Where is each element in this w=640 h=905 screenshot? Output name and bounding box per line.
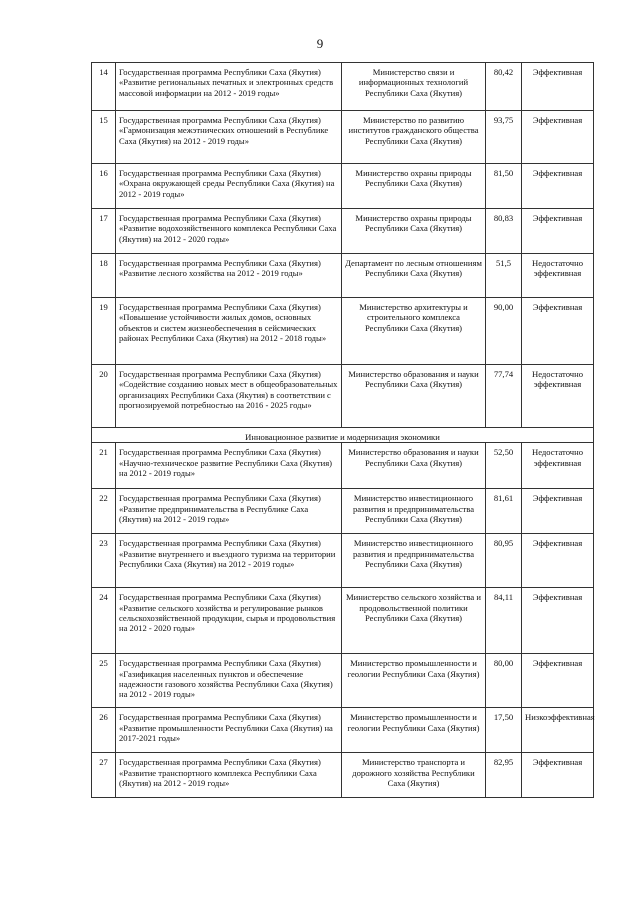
program-name: Государственная программа Республики Саха (Якутия) «Повышение устойчивости жилых домов, основных объектов и систем жизнеобеспечения в сейсмических районах Республики Саха (Якутия) на 2012 - 2018 годы» — [116, 298, 342, 365]
responsible-ministry: Министерство по развитию институтов гражданского общества Республики Саха (Якутия) — [342, 111, 486, 164]
section-row — [92, 428, 594, 443]
program-name: Государственная программа Республики Саха (Якутия) «Развитие лесного хозяйства на 2012 - 2019 годы» — [116, 254, 342, 298]
program-name: Государственная программа Республики Саха (Якутия) «Научно-техническое развитие Республики Саха (Якутия) на 2012 - 2019 годы» — [116, 443, 342, 489]
efficiency-score: 82,95 — [486, 753, 522, 798]
efficiency-evaluation: Эффективная — [522, 753, 594, 798]
efficiency-score: 77,74 — [486, 365, 522, 428]
efficiency-score: 93,75 — [486, 111, 522, 164]
section-title: Инновационное развитие и модернизация экономики — [92, 428, 594, 443]
table-row — [92, 298, 594, 365]
program-name: Государственная программа Республики Саха (Якутия) «Развитие водохозяйственного комплекса Республики Саха (Якутия) на 2012 - 2020 годы» — [116, 209, 342, 254]
efficiency-score: 52,50 — [486, 443, 522, 489]
table-body-after-section — [92, 443, 594, 798]
efficiency-score: 81,61 — [486, 489, 522, 534]
row-number: 17 — [92, 209, 116, 254]
row-number: 26 — [92, 708, 116, 753]
responsible-ministry: Министерство инвестиционного развития и предпринимательства Республики Саха (Якутия) — [342, 489, 486, 534]
row-number: 18 — [92, 254, 116, 298]
responsible-ministry: Министерство охраны природы Республики Саха (Якутия) — [342, 209, 486, 254]
efficiency-score: 84,11 — [486, 588, 522, 654]
efficiency-evaluation: Эффективная — [522, 111, 594, 164]
table-body-before-section — [92, 63, 594, 428]
responsible-ministry: Министерство промышленности и геологии Республики Саха (Якутия) — [342, 708, 486, 753]
efficiency-evaluation: Недостаточно эффективная — [522, 254, 594, 298]
table-row — [92, 209, 594, 254]
efficiency-score: 80,42 — [486, 63, 522, 111]
table-row — [92, 654, 594, 708]
program-name: Государственная программа Республики Саха (Якутия) «Развитие региональных печатных и электронных средств массовой информации на 2012 - 2019 годы» — [116, 63, 342, 111]
efficiency-score: 90,00 — [486, 298, 522, 365]
efficiency-evaluation: Эффективная — [522, 588, 594, 654]
programs-evaluation-table — [91, 62, 594, 798]
table-row — [92, 708, 594, 753]
row-number: 21 — [92, 443, 116, 489]
table-row — [92, 164, 594, 209]
program-name: Государственная программа Республики Саха (Якутия) «Газификация населенных пунктов и обеспечение надежности газового хозяйства Республики Саха (Якутия) на 2012 - 2019 годы» — [116, 654, 342, 708]
responsible-ministry: Министерство связи и информационных технологий Республики Саха (Якутия) — [342, 63, 486, 111]
row-number: 20 — [92, 365, 116, 428]
efficiency-evaluation: Эффективная — [522, 164, 594, 209]
efficiency-evaluation: Низкоэффективная — [522, 708, 594, 753]
row-number: 19 — [92, 298, 116, 365]
row-number: 14 — [92, 63, 116, 111]
responsible-ministry: Департамент по лесным отношениям Республики Саха (Якутия) — [342, 254, 486, 298]
row-number: 24 — [92, 588, 116, 654]
table-row — [92, 63, 594, 111]
program-name: Государственная программа Республики Саха (Якутия) «Содействие созданию новых мест в общеобразовательных организациях Республики Саха (Якутия) в соответствии с прогнозируемой потребностью на 2016 - 2025 годы» — [116, 365, 342, 428]
responsible-ministry: Министерство образования и науки Республики Саха (Якутия) — [342, 365, 486, 428]
efficiency-score: 80,00 — [486, 654, 522, 708]
efficiency-score: 80,95 — [486, 534, 522, 588]
efficiency-evaluation: Эффективная — [522, 654, 594, 708]
row-number: 27 — [92, 753, 116, 798]
responsible-ministry: Министерство промышленности и геологии Республики Саха (Якутия) — [342, 654, 486, 708]
responsible-ministry: Министерство сельского хозяйства и продовольственной политики Республики Саха (Якутия) — [342, 588, 486, 654]
program-name: Государственная программа Республики Саха (Якутия) «Развитие внутреннего и въездного туризма на территории Республики Саха (Якутия) на 2012 - 2019 годы» — [116, 534, 342, 588]
table-row — [92, 588, 594, 654]
table-section — [92, 428, 594, 443]
program-name: Государственная программа Республики Саха (Якутия) «Развитие промышленности Республики Саха (Якутия) на 2017-2021 годы» — [116, 708, 342, 753]
table-row — [92, 111, 594, 164]
row-number: 16 — [92, 164, 116, 209]
responsible-ministry: Министерство охраны природы Республики Саха (Якутия) — [342, 164, 486, 209]
table-row — [92, 254, 594, 298]
program-name: Государственная программа Республики Саха (Якутия) «Развитие сельского хозяйства и регулирование рынков сельскохозяйственной продукции, сырья и продовольствия на 2012 - 2020 годы» — [116, 588, 342, 654]
responsible-ministry: Министерство архитектуры и строительного комплекса Республики Саха (Якутия) — [342, 298, 486, 365]
table-row — [92, 534, 594, 588]
program-name: Государственная программа Республики Саха (Якутия) «Охрана окружающей среды Республики Саха (Якутия) на 2012 - 2019 годы» — [116, 164, 342, 209]
program-name: Государственная программа Республики Саха (Якутия) «Гармонизация межэтнических отношений в Республике Саха (Якутия) на 2012 - 2019 годы» — [116, 111, 342, 164]
row-number: 23 — [92, 534, 116, 588]
table-row — [92, 443, 594, 489]
row-number: 22 — [92, 489, 116, 534]
efficiency-evaluation: Недостаточно эффективная — [522, 443, 594, 489]
program-name: Государственная программа Республики Саха (Якутия) «Развитие предпринимательства в Республике Саха (Якутия) на 2012 - 2019 годы» — [116, 489, 342, 534]
efficiency-evaluation: Эффективная — [522, 209, 594, 254]
efficiency-evaluation: Эффективная — [522, 63, 594, 111]
efficiency-evaluation: Недостаточно эффективная — [522, 365, 594, 428]
efficiency-evaluation: Эффективная — [522, 489, 594, 534]
efficiency-score: 80,83 — [486, 209, 522, 254]
efficiency-score: 51,5 — [486, 254, 522, 298]
responsible-ministry: Министерство транспорта и дорожного хозяйства Республики Саха (Якутия) — [342, 753, 486, 798]
table-row — [92, 489, 594, 534]
responsible-ministry: Министерство образования и науки Республики Саха (Якутия) — [342, 443, 486, 489]
row-number: 15 — [92, 111, 116, 164]
efficiency-evaluation: Эффективная — [522, 298, 594, 365]
page-number: 9 — [316, 36, 324, 51]
program-name: Государственная программа Республики Саха (Якутия) «Развитие транспортного комплекса Республики Саха (Якутия) на 2012 - 2019 годы» — [116, 753, 342, 798]
table-row — [92, 365, 594, 428]
efficiency-evaluation: Эффективная — [522, 534, 594, 588]
responsible-ministry: Министерство инвестиционного развития и предпринимательства Республики Саха (Якутия) — [342, 534, 486, 588]
table-row — [92, 753, 594, 798]
row-number: 25 — [92, 654, 116, 708]
efficiency-score: 81,50 — [486, 164, 522, 209]
efficiency-score: 17,50 — [486, 708, 522, 753]
